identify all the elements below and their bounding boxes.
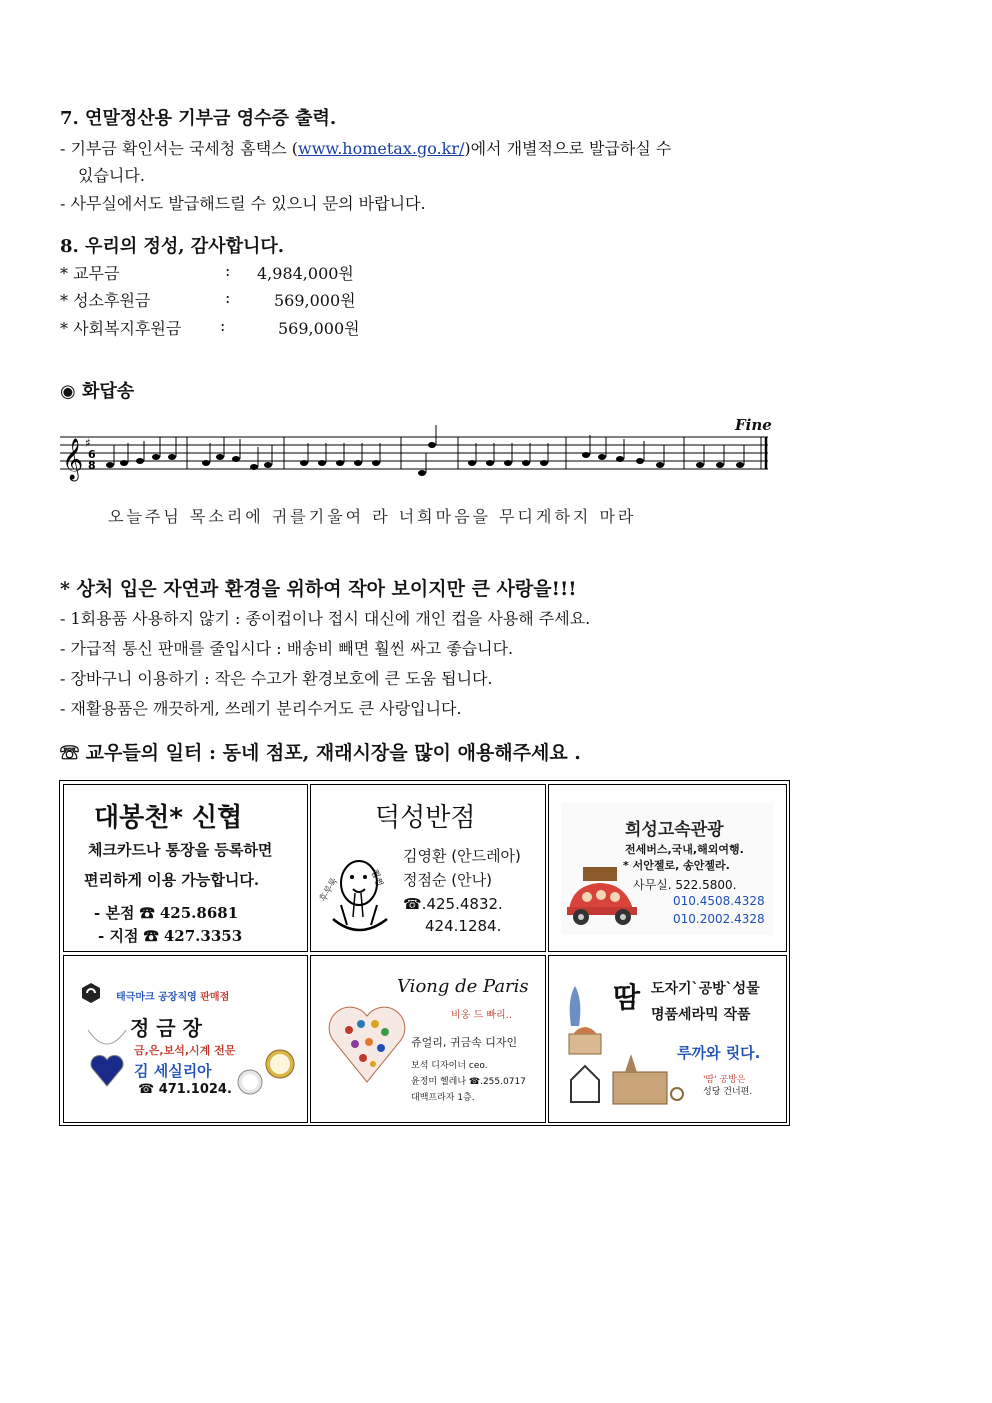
- shinhyup-line2: 편리하게 이용 가능합니다.: [84, 871, 260, 889]
- note-head: [136, 458, 144, 464]
- sharp-icon: ♯: [85, 436, 91, 450]
- jewelry-tag: 태극마크 공장직영 판매점: [116, 992, 230, 1003]
- environment-line: - 장바구니 이용하기 : 작은 수고가 환경보호에 큰 도움 됩니다.: [60, 669, 493, 688]
- section7-title: 7. 연말정산용 기부금 영수증 출력.: [60, 108, 337, 129]
- banjeom-person2: 정점순 (안나): [403, 871, 492, 889]
- ads-title: ☏ 교우들의 일터 : 동네 점포, 재래시장을 많이 애용해주세요 .: [60, 742, 581, 764]
- pocket-watch-icon: [234, 1044, 300, 1100]
- note-head: [372, 460, 380, 466]
- ttam-line1: 도자기`공방`성물: [651, 981, 760, 997]
- note-head: [336, 460, 344, 466]
- section7-line1-cont: 있습니다.: [78, 166, 145, 185]
- jewelry-name: 정 금 장: [130, 1016, 202, 1040]
- note-head: [318, 460, 326, 466]
- ad-shinhyup: [63, 784, 308, 952]
- psalm-title: ◉ 화답송: [60, 381, 135, 402]
- donation-row: * 교무금 : 4,984,000원: [60, 261, 354, 283]
- treble-clef-icon: 𝄞: [62, 439, 84, 480]
- ad-jewelry: [63, 955, 308, 1123]
- ttam-line2: 명품세라믹 작품: [651, 1007, 751, 1023]
- environment-line: - 1회용품 사용하지 않기 : 종이컵이나 접시 대신에 개인 컵을 사용해 주세요.: [60, 609, 591, 628]
- hometax-link[interactable]: www.hometax.go.kr/: [298, 139, 465, 158]
- ad-viong: [310, 955, 546, 1123]
- note-head: [232, 456, 240, 462]
- donation-row: * 사회복지후원금 : 569,000원: [60, 316, 360, 338]
- shinhyup-branch1: - 본점 ☎ 425.8681: [94, 904, 239, 922]
- ceramic-crafts-icon: [563, 984, 689, 1114]
- shinhyup-branch2: - 지점 ☎ 427.3353: [98, 927, 243, 945]
- notes: [106, 425, 744, 476]
- note-head: [354, 460, 362, 466]
- time-sig-bottom: 8: [88, 459, 96, 472]
- banjeom-phone2: 424.1284.: [425, 917, 502, 935]
- section7-line2: - 사무실에서도 발급해드릴 수 있으니 문의 바랍니다.: [60, 194, 426, 213]
- note-head: [636, 458, 644, 464]
- note-head: [486, 460, 494, 466]
- environment-line: - 재활용품은 깨끗하게, 쓰레기 분리수거도 큰 사랑입니다.: [60, 699, 462, 718]
- note-head: [716, 462, 724, 468]
- note-head: [216, 454, 224, 460]
- banjeom-person1: 김영환 (안드레아): [403, 847, 521, 865]
- note-head: [522, 460, 530, 466]
- tour-mobile2: 010.2002.4328: [673, 912, 765, 926]
- jewelry-owner: 김 세실리아: [134, 1062, 212, 1080]
- note-head: [152, 454, 160, 460]
- note-head: [120, 460, 128, 466]
- note-head: [168, 454, 176, 460]
- ad-banjeom: [310, 784, 546, 952]
- music-staff: [60, 425, 772, 485]
- note-head: [736, 462, 744, 468]
- banjeom-name: 덕성반점: [375, 803, 476, 833]
- note-head: [428, 442, 436, 448]
- tour-name: 희성고속관광: [625, 820, 724, 840]
- banjeom-phone1: ☎.425.4832.: [403, 895, 503, 913]
- tour-office: 사무실. 522.5800.: [633, 878, 737, 892]
- note-head: [468, 460, 476, 466]
- note-head: [696, 462, 704, 468]
- note-head: [264, 462, 272, 468]
- viong-desc: 쥬얼리, 귀금속 디자인: [411, 1036, 518, 1049]
- note-head: [582, 452, 590, 458]
- note-head: [656, 462, 664, 468]
- time-sig-top: 6: [88, 448, 96, 461]
- sfx-text: 후루룩: [318, 876, 341, 905]
- viong-owner: 윤정미 헬레나 ☎.255.0717: [411, 1077, 526, 1087]
- note-head: [418, 470, 426, 476]
- heart-necklace-icon: [84, 1028, 130, 1088]
- sfx-text: 쩝쩝: [368, 868, 384, 888]
- viong-designer: 보석 디자이너 ceo.: [411, 1061, 488, 1071]
- jewelry-phone: ☎ 471.1024.: [138, 1082, 232, 1097]
- ttam-owner: 루까와 릿다.: [677, 1044, 761, 1062]
- note-head: [300, 460, 308, 466]
- note-head: [598, 454, 606, 460]
- tour-mobile1: 010.4508.4328: [673, 894, 765, 908]
- section7-line1: - 기부금 확인서는 국세청 홈택스 (www.hometax.go.kr/)에서 개별적으로 발급하실 수: [60, 139, 672, 158]
- jewelry-desc: 금,은,보석,시계 전문: [134, 1044, 236, 1057]
- tour-line1: 전세버스,국내,해외여행.: [625, 843, 744, 856]
- taegeuk-logo-icon: [80, 982, 102, 1004]
- note-head: [106, 462, 114, 468]
- jewelry-heart-icon: [327, 994, 407, 1086]
- environment-title: * 상처 입은 자연과 환경을 위하여 작아 보이지만 큰 사랑을!!!: [60, 578, 577, 600]
- note-head: [504, 460, 512, 466]
- note-head: [616, 456, 624, 462]
- note-head: [202, 460, 210, 466]
- ttam-note1: '땀' 공방은: [703, 1075, 746, 1085]
- ad-ttam: [548, 955, 787, 1123]
- psalm-lyrics: 오늘주님 목소리에 귀를기울여 라 너희마음을 무디게하지 마라: [108, 507, 637, 526]
- viong-sub: 비옹 드 빠리..: [451, 1010, 513, 1021]
- shinhyup-name: 대봉천* 신협: [94, 803, 243, 833]
- section8-title: 8. 우리의 정성, 감사합니다.: [60, 236, 285, 257]
- environment-line: - 가급적 통신 판매를 줄입시다 : 배송비 빼면 훨씬 싸고 좋습니다.: [60, 639, 514, 658]
- viong-addr: 대백프라자 1층.: [411, 1093, 475, 1103]
- travel-car-icon: [565, 863, 639, 929]
- note-head: [250, 464, 258, 470]
- tour-line2: * 서안젤로, 송안젤라.: [623, 859, 730, 872]
- ttam-note2: 성당 건너편.: [703, 1087, 753, 1097]
- fine-mark: Fine: [735, 416, 772, 434]
- ttam-name: 땀: [613, 981, 641, 1014]
- donation-row: * 성소후원금 : 569,000원: [60, 288, 356, 310]
- note-head: [540, 460, 548, 466]
- ads-table: [59, 780, 790, 1126]
- ad-tour: [548, 784, 787, 952]
- shinhyup-line1: 체크카드나 통장을 등록하면: [88, 841, 273, 859]
- viong-name: Viong de Paris: [397, 976, 529, 997]
